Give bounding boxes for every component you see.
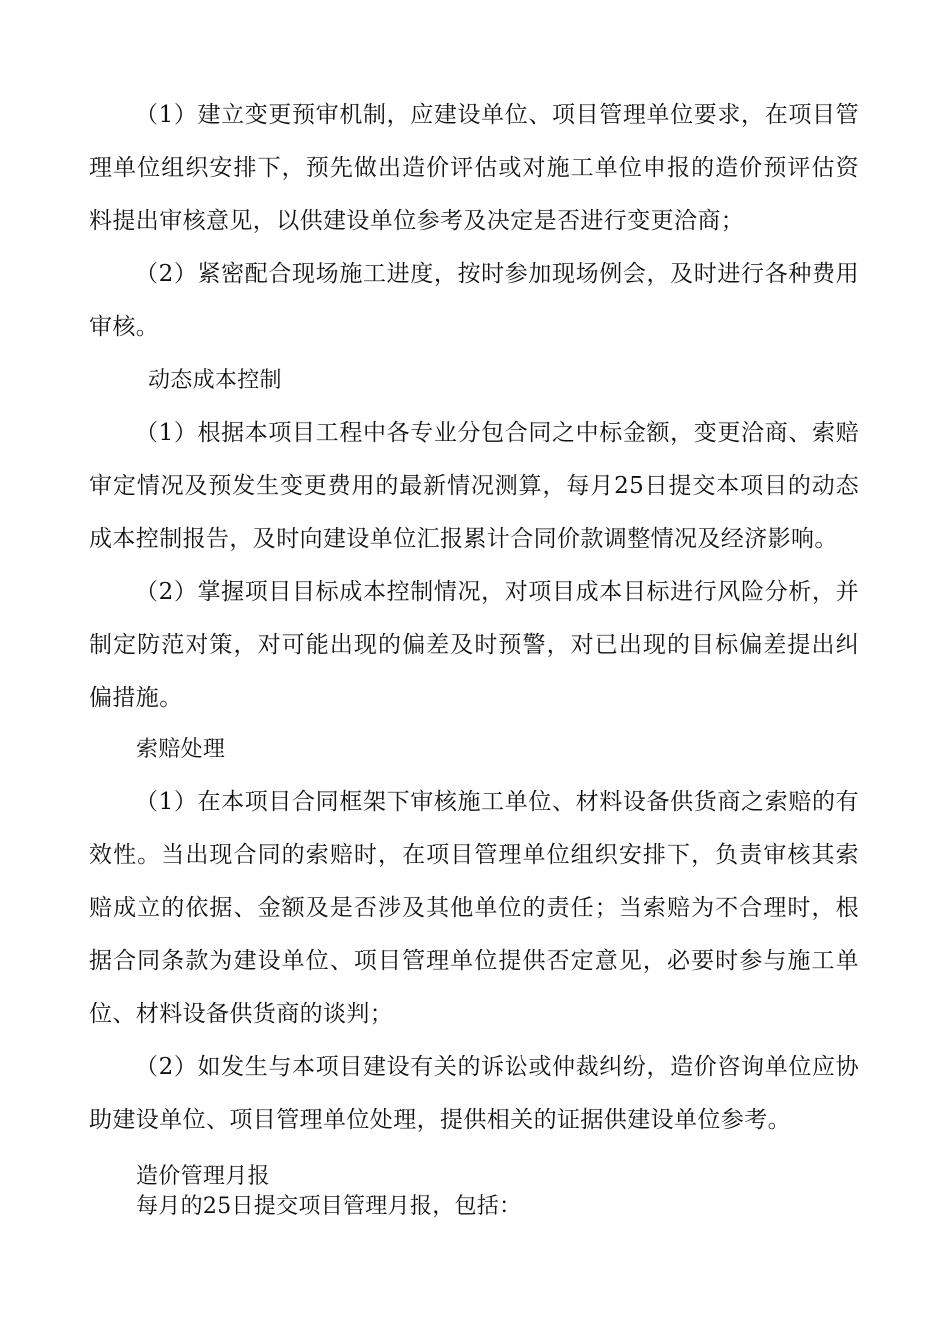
paragraph-monthly-report-intro: 每月的25日提交项目管理月报，包括：	[136, 1194, 522, 1219]
paragraph-claims-review: （1）在本项目合同框架下审核施工单位、材料设备供货商之索赔的有效性。当出现合同的索赔时，在项目管理单位组织安排下，负责审核其索赔成立的依据、金额及是否涉及其他单位的责任；当索赔为不合理时，根据合同条款为建设单位、项目管理单位提供否定意见，必要时参与施工单位、材料设备供货商的谈判；	[89, 789, 859, 1027]
paragraph-target-cost-risk: （2）掌握项目目标成本控制情况，对项目成本目标进行风险分析，并制定防范对策，对可能出现的偏差及时预警，对已出现的目标偏差提出纠偏措施。	[89, 579, 859, 711]
paragraph-site-coordination: （2）紧密配合现场施工进度，按时参加现场例会，及时进行各种费用审核。	[89, 261, 859, 340]
section-heading-dynamic-cost-control: 动态成本控制	[148, 368, 282, 393]
section-heading-claims-handling: 索赔处理	[136, 737, 226, 762]
paragraph-dynamic-cost-report: （1）根据本项目工程中各专业分包合同之中标金额，变更洽商、索赔审定情况及预发生变更费用的最新情况测算，每月25日提交本项目的动态成本控制报告，及时向建设单位汇报累计合同价款调整情况及经济影响。	[89, 420, 859, 552]
paragraph-litigation-support: （2）如发生与本项目建设有关的诉讼或仲裁纠纷，造价咨询单位应协助建设单位、项目管理单位处理，提供相关的证据供建设单位参考。	[89, 1054, 859, 1133]
paragraph-change-pre-review: （1）建立变更预审机制，应建设单位、项目管理单位要求，在项目管理单位组织安排下，预先做出造价评估或对施工单位申报的造价预评估资料提出审核意见，以供建设单位参考及决定是否进行变更洽商；	[89, 102, 859, 234]
section-heading-monthly-report: 造价管理月报	[136, 1164, 270, 1189]
